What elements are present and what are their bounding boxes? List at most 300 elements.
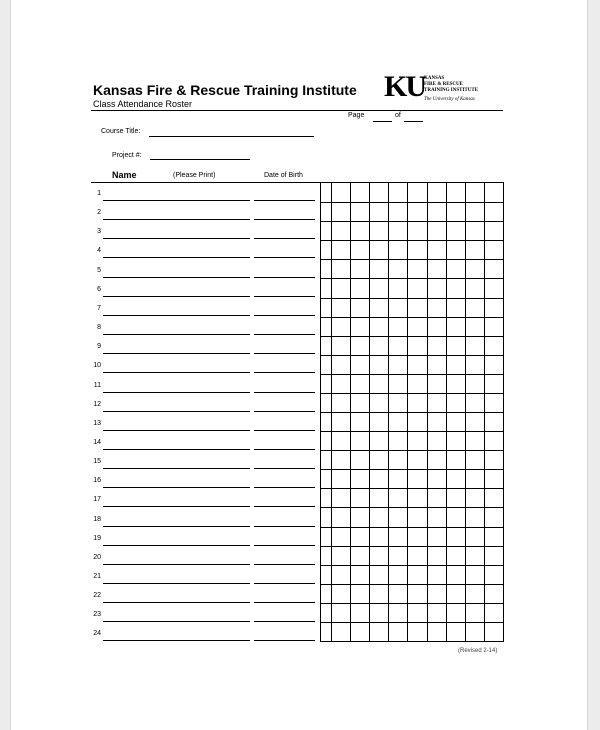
attendance-cell[interactable] — [427, 622, 446, 641]
attendance-cell[interactable] — [331, 183, 350, 202]
logo-line-4: The University of Kansas — [424, 97, 475, 102]
attendance-cell[interactable] — [331, 546, 350, 565]
attendance-cell[interactable] — [331, 240, 350, 259]
attendance-cell[interactable] — [369, 240, 388, 259]
dob-field[interactable] — [254, 640, 315, 641]
attendance-cell[interactable] — [407, 240, 427, 259]
attendance-cell[interactable] — [427, 546, 446, 565]
attendance-cell[interactable] — [321, 240, 331, 259]
attendance-cell[interactable] — [331, 374, 350, 393]
attendance-cell[interactable] — [369, 412, 388, 431]
attendance-cell[interactable] — [388, 259, 407, 278]
dob-field[interactable] — [254, 487, 315, 488]
attendance-cell[interactable] — [465, 488, 484, 507]
attendance-cell[interactable] — [484, 240, 503, 259]
attendance-cell[interactable] — [369, 622, 388, 641]
dob-field[interactable] — [254, 564, 315, 565]
attendance-cell[interactable] — [484, 221, 503, 240]
name-field[interactable] — [103, 200, 250, 201]
attendance-cell[interactable] — [350, 622, 369, 641]
attendance-cell[interactable] — [350, 393, 369, 412]
attendance-cell[interactable] — [465, 355, 484, 374]
name-field[interactable] — [103, 353, 250, 354]
attendance-cell[interactable] — [331, 412, 350, 431]
attendance-cell[interactable] — [369, 221, 388, 240]
attendance-cell[interactable] — [369, 317, 388, 336]
attendance-cell[interactable] — [446, 374, 465, 393]
attendance-cell[interactable] — [407, 374, 427, 393]
attendance-cell[interactable] — [446, 278, 465, 297]
attendance-cell[interactable] — [350, 183, 369, 202]
name-field[interactable] — [103, 277, 250, 278]
attendance-cell[interactable] — [407, 527, 427, 546]
attendance-cell[interactable] — [484, 298, 503, 317]
dob-field[interactable] — [254, 468, 315, 469]
attendance-cell[interactable] — [407, 488, 427, 507]
attendance-cell[interactable] — [427, 412, 446, 431]
attendance-cell[interactable] — [321, 450, 331, 469]
attendance-cell[interactable] — [427, 450, 446, 469]
attendance-cell[interactable] — [350, 507, 369, 526]
dob-field[interactable] — [254, 257, 315, 258]
attendance-cell[interactable] — [465, 183, 484, 202]
attendance-cell[interactable] — [446, 584, 465, 603]
attendance-cell[interactable] — [407, 355, 427, 374]
attendance-cell[interactable] — [484, 507, 503, 526]
attendance-cell[interactable] — [446, 546, 465, 565]
attendance-cell[interactable] — [446, 240, 465, 259]
attendance-cell[interactable] — [321, 622, 331, 641]
attendance-cell[interactable] — [321, 298, 331, 317]
attendance-cell[interactable] — [407, 431, 427, 450]
attendance-cell[interactable] — [321, 527, 331, 546]
attendance-cell[interactable] — [427, 431, 446, 450]
attendance-cell[interactable] — [484, 469, 503, 488]
attendance-cell[interactable] — [484, 278, 503, 297]
attendance-cell[interactable] — [388, 584, 407, 603]
attendance-cell[interactable] — [350, 450, 369, 469]
attendance-cell[interactable] — [427, 298, 446, 317]
attendance-cell[interactable] — [388, 374, 407, 393]
attendance-cell[interactable] — [407, 259, 427, 278]
dob-field[interactable] — [254, 506, 315, 507]
attendance-cell[interactable] — [465, 240, 484, 259]
attendance-cell[interactable] — [369, 259, 388, 278]
attendance-cell[interactable] — [427, 355, 446, 374]
attendance-cell[interactable] — [427, 488, 446, 507]
attendance-cell[interactable] — [427, 603, 446, 622]
course-title-field[interactable] — [149, 136, 314, 137]
name-field[interactable] — [103, 621, 250, 622]
dob-field[interactable] — [254, 219, 315, 220]
attendance-cell[interactable] — [484, 412, 503, 431]
attendance-cell[interactable] — [465, 450, 484, 469]
attendance-cell[interactable] — [465, 259, 484, 278]
attendance-cell[interactable] — [484, 393, 503, 412]
attendance-cell[interactable] — [321, 183, 331, 202]
attendance-cell[interactable] — [321, 488, 331, 507]
attendance-cell[interactable] — [407, 298, 427, 317]
attendance-cell[interactable] — [446, 202, 465, 221]
attendance-cell[interactable] — [321, 355, 331, 374]
attendance-cell[interactable] — [321, 317, 331, 336]
attendance-cell[interactable] — [350, 317, 369, 336]
attendance-cell[interactable] — [369, 431, 388, 450]
attendance-cell[interactable] — [331, 336, 350, 355]
attendance-cell[interactable] — [388, 546, 407, 565]
attendance-cell[interactable] — [465, 622, 484, 641]
attendance-cell[interactable] — [465, 431, 484, 450]
attendance-cell[interactable] — [465, 374, 484, 393]
attendance-cell[interactable] — [350, 527, 369, 546]
attendance-cell[interactable] — [388, 450, 407, 469]
dob-field[interactable] — [254, 334, 315, 335]
attendance-cell[interactable] — [484, 336, 503, 355]
attendance-cell[interactable] — [465, 317, 484, 336]
attendance-cell[interactable] — [465, 412, 484, 431]
dob-field[interactable] — [254, 315, 315, 316]
attendance-cell[interactable] — [427, 507, 446, 526]
attendance-cell[interactable] — [465, 469, 484, 488]
row-number: 23 — [93, 611, 101, 618]
attendance-cell[interactable] — [465, 565, 484, 584]
attendance-cell[interactable] — [350, 240, 369, 259]
attendance-cell[interactable] — [407, 221, 427, 240]
attendance-cell[interactable] — [369, 183, 388, 202]
name-field[interactable] — [103, 372, 250, 373]
attendance-cell[interactable] — [350, 488, 369, 507]
attendance-cell[interactable] — [484, 450, 503, 469]
attendance-cell[interactable] — [321, 584, 331, 603]
attendance-cell[interactable] — [321, 393, 331, 412]
attendance-cell[interactable] — [484, 259, 503, 278]
attendance-cell[interactable] — [427, 527, 446, 546]
attendance-cell[interactable] — [331, 298, 350, 317]
attendance-cell[interactable] — [484, 527, 503, 546]
attendance-cell[interactable] — [331, 317, 350, 336]
attendance-cell[interactable] — [388, 317, 407, 336]
attendance-cell[interactable] — [446, 431, 465, 450]
name-field[interactable] — [103, 219, 250, 220]
row-number: 13 — [93, 420, 101, 427]
attendance-cell[interactable] — [388, 298, 407, 317]
attendance-cell[interactable] — [484, 565, 503, 584]
attendance-cell[interactable] — [331, 202, 350, 221]
name-field[interactable] — [103, 468, 250, 469]
attendance-cell[interactable] — [484, 183, 503, 202]
attendance-cell[interactable] — [369, 355, 388, 374]
name-field[interactable] — [103, 296, 250, 297]
attendance-cell[interactable] — [427, 469, 446, 488]
attendance-cell[interactable] — [350, 565, 369, 584]
attendance-cell[interactable] — [407, 469, 427, 488]
name-field[interactable] — [103, 602, 250, 603]
attendance-cell[interactable] — [407, 336, 427, 355]
attendance-cell[interactable] — [321, 202, 331, 221]
attendance-cell[interactable] — [388, 202, 407, 221]
attendance-cell[interactable] — [407, 450, 427, 469]
attendance-cell[interactable] — [388, 488, 407, 507]
attendance-cell[interactable] — [350, 221, 369, 240]
attendance-cell[interactable] — [446, 507, 465, 526]
attendance-cell[interactable] — [446, 622, 465, 641]
attendance-cell[interactable] — [388, 431, 407, 450]
attendance-cell[interactable] — [407, 278, 427, 297]
attendance-cell[interactable] — [331, 469, 350, 488]
attendance-cell[interactable] — [369, 298, 388, 317]
attendance-cell[interactable] — [427, 584, 446, 603]
attendance-cell[interactable] — [321, 278, 331, 297]
attendance-cell[interactable] — [350, 336, 369, 355]
attendance-cell[interactable] — [465, 221, 484, 240]
attendance-cell[interactable] — [388, 183, 407, 202]
attendance-cell[interactable] — [388, 469, 407, 488]
dob-field[interactable] — [254, 602, 315, 603]
attendance-cell[interactable] — [427, 565, 446, 584]
attendance-cell[interactable] — [321, 221, 331, 240]
attendance-cell[interactable] — [427, 393, 446, 412]
attendance-cell[interactable] — [484, 202, 503, 221]
name-field[interactable] — [103, 411, 250, 412]
attendance-cell[interactable] — [465, 278, 484, 297]
attendance-cell[interactable] — [388, 355, 407, 374]
attendance-cell[interactable] — [465, 202, 484, 221]
attendance-cell[interactable] — [388, 603, 407, 622]
attendance-cell[interactable] — [369, 565, 388, 584]
attendance-cell[interactable] — [350, 355, 369, 374]
attendance-cell[interactable] — [407, 393, 427, 412]
attendance-cell[interactable] — [446, 488, 465, 507]
attendance-cell[interactable] — [407, 603, 427, 622]
attendance-cell[interactable] — [484, 603, 503, 622]
attendance-cell[interactable] — [446, 450, 465, 469]
attendance-cell[interactable] — [331, 259, 350, 278]
name-field[interactable] — [103, 583, 250, 584]
name-field[interactable] — [103, 545, 250, 546]
dob-field[interactable] — [254, 277, 315, 278]
attendance-cell[interactable] — [331, 584, 350, 603]
attendance-cell[interactable] — [331, 527, 350, 546]
name-field[interactable] — [103, 487, 250, 488]
name-field[interactable] — [103, 640, 250, 641]
attendance-cell[interactable] — [369, 374, 388, 393]
attendance-cell[interactable] — [484, 431, 503, 450]
attendance-cell[interactable] — [446, 565, 465, 584]
attendance-cell[interactable] — [350, 298, 369, 317]
attendance-cell[interactable] — [350, 278, 369, 297]
attendance-cell[interactable] — [321, 412, 331, 431]
attendance-cell[interactable] — [484, 584, 503, 603]
attendance-cell[interactable] — [427, 183, 446, 202]
attendance-cell[interactable] — [465, 336, 484, 355]
attendance-cell[interactable] — [350, 431, 369, 450]
attendance-cell[interactable] — [369, 469, 388, 488]
attendance-cell[interactable] — [321, 469, 331, 488]
dob-field[interactable] — [254, 238, 315, 239]
attendance-cell[interactable] — [350, 546, 369, 565]
attendance-cell[interactable] — [446, 221, 465, 240]
attendance-cell[interactable] — [369, 202, 388, 221]
ku-logo-mark: KU — [384, 70, 425, 103]
attendance-cell[interactable] — [369, 584, 388, 603]
attendance-cell[interactable] — [369, 450, 388, 469]
dob-field[interactable] — [254, 449, 315, 450]
attendance-cell[interactable] — [484, 374, 503, 393]
dob-field[interactable] — [254, 296, 315, 297]
logo-line-3: TRAINING INSTITUTE — [424, 88, 479, 93]
attendance-cell[interactable] — [350, 259, 369, 278]
attendance-cell[interactable] — [388, 565, 407, 584]
attendance-cell[interactable] — [350, 469, 369, 488]
attendance-cell[interactable] — [465, 507, 484, 526]
attendance-cell[interactable] — [465, 546, 484, 565]
attendance-cell[interactable] — [427, 259, 446, 278]
attendance-cell[interactable] — [446, 393, 465, 412]
attendance-cell[interactable] — [465, 393, 484, 412]
attendance-cell[interactable] — [446, 298, 465, 317]
dob-field[interactable] — [254, 545, 315, 546]
attendance-cell[interactable] — [331, 565, 350, 584]
page-total-field[interactable] — [404, 121, 423, 122]
attendance-cell[interactable] — [369, 527, 388, 546]
attendance-cell[interactable] — [407, 412, 427, 431]
attendance-cell[interactable] — [388, 622, 407, 641]
name-field[interactable] — [103, 526, 250, 527]
name-field[interactable] — [103, 392, 250, 393]
attendance-cell[interactable] — [369, 507, 388, 526]
attendance-cell[interactable] — [321, 431, 331, 450]
name-field[interactable] — [103, 257, 250, 258]
attendance-cell[interactable] — [321, 565, 331, 584]
attendance-cell[interactable] — [407, 565, 427, 584]
page-number-field[interactable] — [373, 121, 392, 122]
dob-field[interactable] — [254, 621, 315, 622]
row-number: 18 — [93, 516, 101, 523]
attendance-cell[interactable] — [407, 183, 427, 202]
attendance-cell[interactable] — [369, 393, 388, 412]
attendance-cell[interactable] — [388, 393, 407, 412]
row-number: 9 — [97, 343, 101, 350]
attendance-cell[interactable] — [484, 546, 503, 565]
attendance-cell[interactable] — [446, 469, 465, 488]
attendance-cell[interactable] — [427, 374, 446, 393]
attendance-cell[interactable] — [465, 603, 484, 622]
attendance-cell[interactable] — [388, 240, 407, 259]
name-field[interactable] — [103, 430, 250, 431]
attendance-cell[interactable] — [427, 336, 446, 355]
attendance-cell[interactable] — [484, 317, 503, 336]
attendance-cell[interactable] — [331, 431, 350, 450]
attendance-cell[interactable] — [321, 336, 331, 355]
name-field[interactable] — [103, 564, 250, 565]
attendance-cell[interactable] — [331, 622, 350, 641]
attendance-cell[interactable] — [350, 412, 369, 431]
attendance-cell[interactable] — [388, 412, 407, 431]
attendance-cell[interactable] — [465, 527, 484, 546]
name-field[interactable] — [103, 506, 250, 507]
attendance-cell[interactable] — [321, 374, 331, 393]
attendance-cell[interactable] — [446, 317, 465, 336]
attendance-cell[interactable] — [407, 622, 427, 641]
attendance-cell[interactable] — [427, 202, 446, 221]
attendance-cell[interactable] — [407, 507, 427, 526]
dob-field[interactable] — [254, 411, 315, 412]
name-field[interactable] — [103, 315, 250, 316]
attendance-cell[interactable] — [350, 603, 369, 622]
attendance-cell[interactable] — [407, 546, 427, 565]
attendance-cell[interactable] — [321, 603, 331, 622]
name-field[interactable] — [103, 334, 250, 335]
attendance-cell[interactable] — [331, 450, 350, 469]
attendance-cell[interactable] — [446, 336, 465, 355]
attendance-cell[interactable] — [321, 546, 331, 565]
attendance-cell[interactable] — [388, 336, 407, 355]
attendance-cell[interactable] — [388, 507, 407, 526]
attendance-cell[interactable] — [350, 374, 369, 393]
attendance-cell[interactable] — [446, 259, 465, 278]
attendance-cell[interactable] — [369, 603, 388, 622]
attendance-cell[interactable] — [369, 278, 388, 297]
attendance-cell[interactable] — [369, 546, 388, 565]
attendance-cell[interactable] — [388, 527, 407, 546]
attendance-cell[interactable] — [331, 221, 350, 240]
project-field[interactable] — [150, 159, 250, 160]
attendance-cell[interactable] — [369, 488, 388, 507]
attendance-cell[interactable] — [427, 240, 446, 259]
attendance-cell[interactable] — [427, 317, 446, 336]
name-field[interactable] — [103, 449, 250, 450]
attendance-cell[interactable] — [331, 488, 350, 507]
attendance-cell[interactable] — [388, 221, 407, 240]
attendance-cell[interactable] — [427, 278, 446, 297]
attendance-cell[interactable] — [446, 527, 465, 546]
attendance-cell[interactable] — [331, 507, 350, 526]
attendance-cell[interactable] — [446, 355, 465, 374]
attendance-cell[interactable] — [321, 259, 331, 278]
attendance-cell[interactable] — [350, 584, 369, 603]
name-field[interactable] — [103, 238, 250, 239]
row-number: 4 — [97, 247, 101, 254]
dob-field[interactable] — [254, 353, 315, 354]
dob-field[interactable] — [254, 200, 315, 201]
dob-field[interactable] — [254, 430, 315, 431]
attendance-cell[interactable] — [446, 603, 465, 622]
dob-field[interactable] — [254, 526, 315, 527]
attendance-cell[interactable] — [427, 221, 446, 240]
attendance-cell[interactable] — [484, 488, 503, 507]
attendance-cell[interactable] — [331, 355, 350, 374]
attendance-cell[interactable] — [407, 584, 427, 603]
attendance-cell[interactable] — [446, 412, 465, 431]
attendance-cell[interactable] — [321, 507, 331, 526]
attendance-cell[interactable] — [484, 622, 503, 641]
attendance-cell[interactable] — [407, 317, 427, 336]
attendance-cell[interactable] — [388, 278, 407, 297]
attendance-cell[interactable] — [331, 393, 350, 412]
attendance-cell[interactable] — [465, 298, 484, 317]
attendance-cell[interactable] — [369, 336, 388, 355]
dob-field[interactable] — [254, 583, 315, 584]
attendance-cell[interactable] — [331, 603, 350, 622]
attendance-cell[interactable] — [331, 278, 350, 297]
attendance-cell[interactable] — [484, 355, 503, 374]
dob-field[interactable] — [254, 392, 315, 393]
attendance-cell[interactable] — [407, 202, 427, 221]
dob-field[interactable] — [254, 372, 315, 373]
attendance-cell[interactable] — [350, 202, 369, 221]
attendance-cell[interactable] — [446, 183, 465, 202]
attendance-cell[interactable] — [465, 584, 484, 603]
